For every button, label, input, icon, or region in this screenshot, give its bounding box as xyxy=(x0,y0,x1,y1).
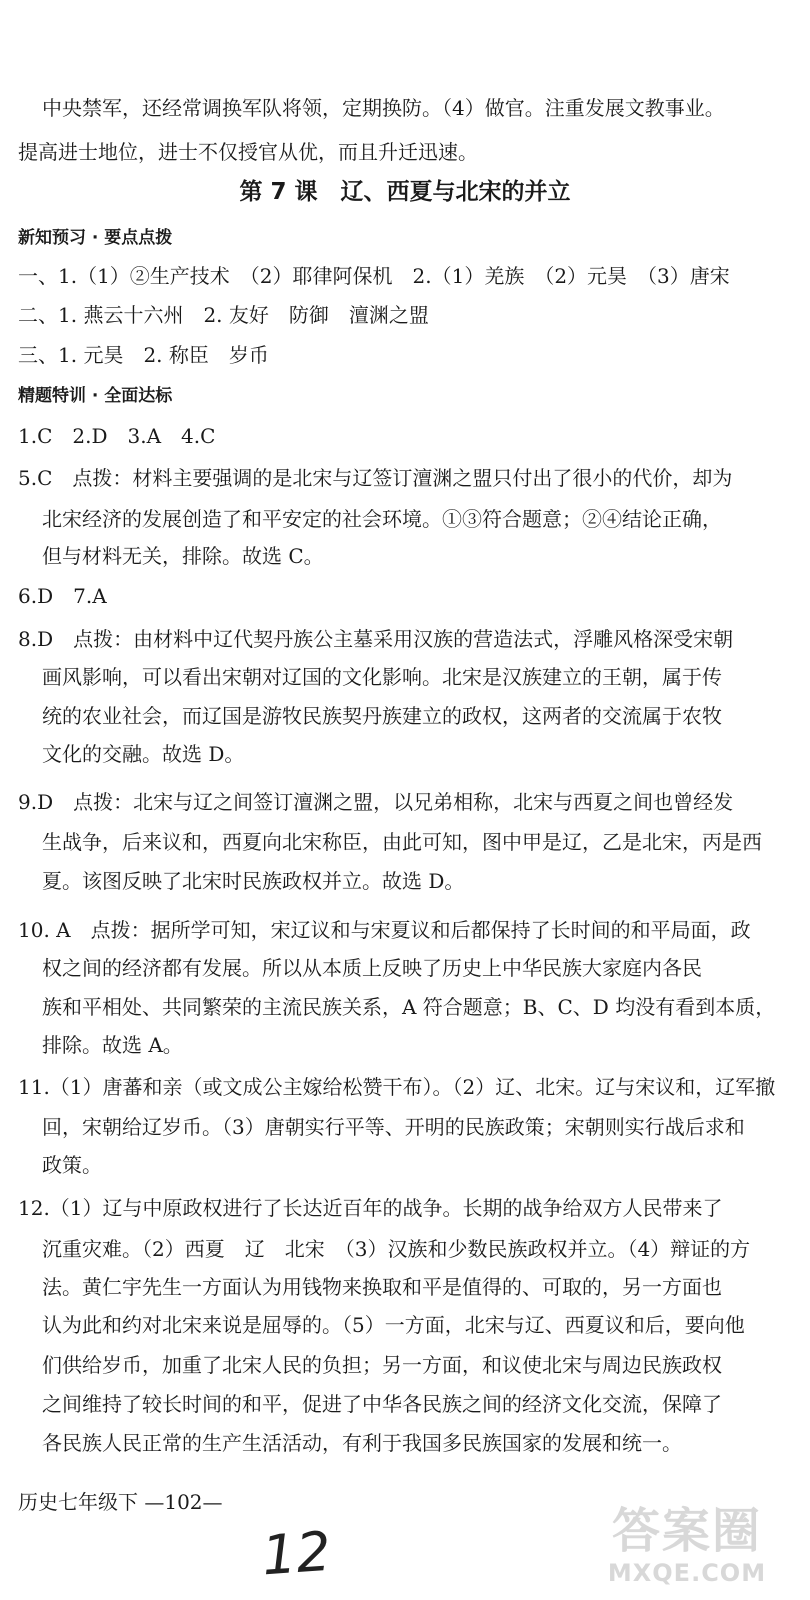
answer-line: 文化的交融。故选 D。 xyxy=(42,742,245,766)
answer-line: 6.D 7.A xyxy=(18,584,107,608)
answer-line: 但与材料无关，排除。故选 C。 xyxy=(42,544,324,568)
answer-line: 回，宋朝给辽岁币。（3）唐朝实行平等、开明的民族政策；宋朝则实行战后求和 xyxy=(42,1115,745,1139)
answer-line: 9.D 点拨：北宋与辽之间签订澶渊之盟，以兄弟相称，北宋与西夏之间也曾经发 xyxy=(18,790,734,814)
text-line: 中央禁军，还经常调换军队将领，定期换防。（4）做官。注重发展文教事业。 xyxy=(42,96,725,120)
answer-line: 沉重灾难。（2）西夏 辽 北宋 （3）汉族和少数民族政权并立。（4）辩证的方 xyxy=(42,1237,751,1261)
handwritten-note: 12 xyxy=(259,1519,333,1588)
answer-line: 政策。 xyxy=(42,1153,102,1177)
answer-line: 认为此和约对北宋来说是屈辱的。（5）一方面，北宋与辽、西夏议和后，要向他 xyxy=(42,1313,745,1337)
text-line: 提高进士地位，进士不仅授官从优，而且升迁迅速。 xyxy=(18,140,478,164)
answer-line: 夏。该图反映了北宋时民族政权并立。故选 D。 xyxy=(42,869,465,893)
answer-line: 生战争，后来议和，西夏向北宋称臣，由此可知，图中甲是辽，乙是北宋，丙是西 xyxy=(42,830,762,854)
section-heading-preview: 新知预习 · 要点点拨 xyxy=(18,228,173,248)
section-heading-practice: 精题特训 · 全面达标 xyxy=(18,386,173,406)
answer-line: 们供给岁币，加重了北宋人民的负担；另一方面，和议使北宋与周边民族政权 xyxy=(42,1353,722,1377)
answer-line: 之间维持了较长时间的和平，促进了中华各民族之间的经济文化交流，保障了 xyxy=(42,1392,722,1416)
answer-line: 法。黄仁宇先生一方面认为用钱物来换取和平是值得的、可取的，另一方面也 xyxy=(42,1275,722,1299)
answer-line: 10. A 点拨：据所学可知，宋辽议和与宋夏议和后都保持了长时间的和平局面，政 xyxy=(18,918,751,942)
answer-line: 12.（1）辽与中原政权进行了长达近百年的战争。长期的战争给双方人民带来了 xyxy=(18,1196,723,1220)
watermark-logo xyxy=(572,1504,802,1594)
page-footer: 历史七年级下 —102— xyxy=(18,1490,223,1514)
watermark-bottom-text: MXQE.COM xyxy=(607,1559,767,1587)
answer-line: 8.D 点拨：由材料中辽代契丹族公主墓采用汉族的营造法式，浮雕风格深受宋朝 xyxy=(18,627,734,651)
text-line: 一、1.（1）②生产技术 （2）耶律阿保机 2.（1）羌族 （2）元昊 （3）唐宋 xyxy=(18,264,730,288)
answer-line: 统的农业社会，而辽国是游牧民族契丹族建立的政权，这两者的交流属于农牧 xyxy=(42,704,722,728)
text-line: 三、1. 元昊 2. 称臣 岁币 xyxy=(18,343,269,367)
text-line: 二、1. 燕云十六州 2. 友好 防御 澶渊之盟 xyxy=(18,303,429,327)
answer-line: 画风影响，可以看出宋朝对辽国的文化影响。北宋是汉族建立的王朝，属于传 xyxy=(42,665,722,689)
lesson-title: 第 7 课 辽、西夏与北宋的并立 xyxy=(239,179,571,205)
answer-line: 1.C 2.D 3.A 4.C xyxy=(18,424,216,448)
answer-line: 11.（1）唐蕃和亲（或文成公主嫁给松赞干布）。（2）辽、北宋。辽与宋议和，辽军撤 xyxy=(18,1075,776,1099)
answer-line: 各民族人民正常的生产生活活动，有利于我国多民族国家的发展和统一。 xyxy=(42,1431,682,1455)
answer-line: 权之间的经济都有发展。所以从本质上反映了历史上中华民族大家庭内各民 xyxy=(42,956,702,980)
watermark-top-text: 答案圈 xyxy=(611,1503,762,1559)
answer-line: 北宋经济的发展创造了和平安定的社会环境。①③符合题意；②④结论正确， xyxy=(42,507,722,531)
answer-line: 排除。故选 A。 xyxy=(42,1033,183,1057)
answer-line: 5.C 点拨：材料主要强调的是北宋与辽签订澶渊之盟只付出了很小的代价，却为 xyxy=(18,466,733,490)
answer-line: 族和平相处、共同繁荣的主流民族关系，A 符合题意；B、C、D 均没有看到本质， xyxy=(42,995,776,1019)
